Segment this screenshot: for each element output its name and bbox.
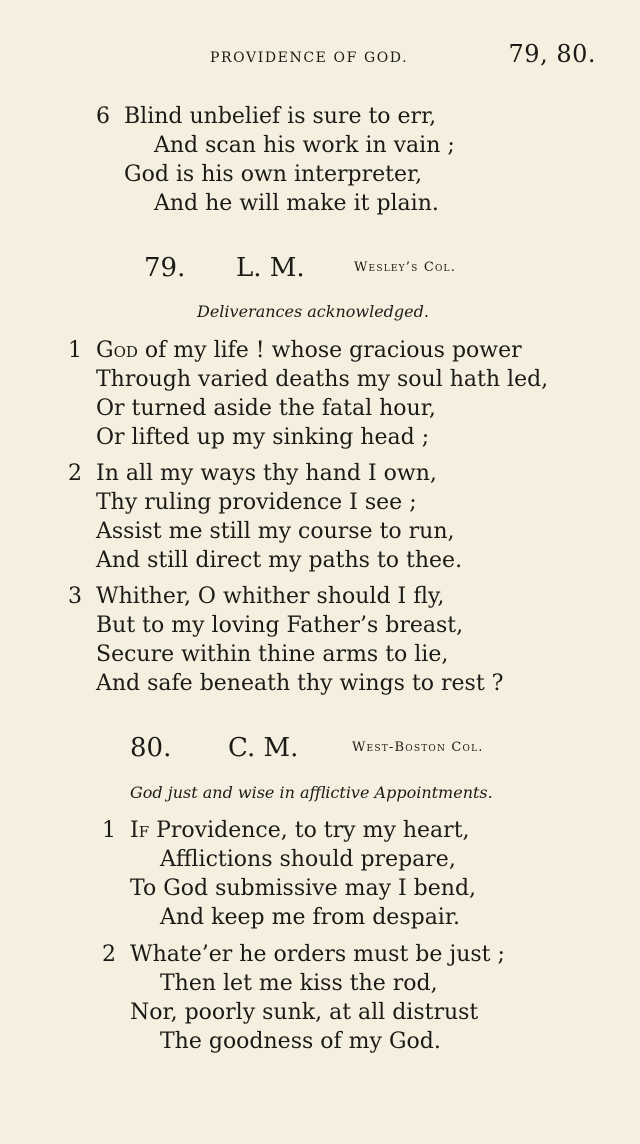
stanza-line [102,816,476,845]
stanza-line: And keep me from despair. [160,905,460,930]
stanza-line [68,336,548,365]
stanza-line: Thy ruling providence I see ; [96,490,417,515]
stanza-line: The goodness of my God. [160,1029,441,1054]
stanza-line: And he will make it plain. [154,191,439,216]
stanza-number: 6 [96,104,110,129]
line-text: Providence, to try my heart, [149,818,470,843]
stanza-number: 3 [68,584,82,609]
line-text: In all my ways thy hand I own, [96,461,437,486]
first-word: If [130,818,150,843]
stanza-line: Or lifted up my sinking head ; [96,425,430,450]
hymn-80-subtitle: God just and wise in afflictive Appointments. [130,783,493,802]
hymn-source: West-Boston Col. [352,740,484,755]
line-text: of my life ! whose gracious power [137,338,522,363]
first-word: God [96,338,138,363]
stanza-line: Assist me still my course to run, [96,519,455,544]
stanza-number: 1 [102,818,116,843]
hymn-source: Wesley’s Col. [354,260,457,275]
stanza-line: Through varied deaths my soul hath led, [96,367,549,392]
stanza-number: 1 [68,338,82,363]
stanza-line [96,102,455,131]
stanza-line: Then let me kiss the rod, [160,971,438,996]
hymn-79-subtitle: Deliverances acknowledged. [197,302,429,321]
running-title: PROVIDENCE OF GOD. [210,50,409,66]
stanza-line: But to my loving Father’s breast, [96,613,464,638]
stanza-number: 2 [102,942,116,967]
stanza-line [68,582,503,611]
stanza-number: 2 [68,461,82,486]
hymn-79-stanza-2 [68,459,462,575]
line-text: Whate’er he orders must be just ; [130,942,505,967]
hymn-number: 80. [130,733,172,763]
stanza-line: And safe beneath thy wings to rest ? [96,671,504,696]
stanza-line: Or turned aside the fatal hour, [96,396,436,421]
stanza-line [102,940,505,969]
stanza-line [68,459,462,488]
hymn-meter: C. M. [228,733,299,763]
page-numbers: 79, 80. [508,40,596,68]
prev-hymn-stanza [96,102,455,218]
hymn-80-stanza-1 [102,816,476,932]
stanza-line: Afflictions should prepare, [160,847,456,872]
hymn-80-stanza-2 [102,940,505,1056]
stanza-line: And scan his work in vain ; [154,133,455,158]
stanza-line: Secure within thine arms to lie, [96,642,449,667]
line-text: Blind unbelief is sure to err, [124,104,437,129]
stanza-line: God is his own interpreter, [124,162,423,187]
stanza-line: To God submissive may I bend, [130,876,477,901]
stanza-line: Nor, poorly sunk, at all distrust [130,1000,479,1025]
line-text: Whither, O whither should I fly, [96,584,445,609]
hymn-79-stanza-1 [68,336,548,452]
hymn-number: 79. [144,253,186,283]
stanza-line: And still direct my paths to thee. [96,548,463,573]
hymn-79-stanza-3 [68,582,503,698]
hymn-meter: L. M. [236,253,305,283]
